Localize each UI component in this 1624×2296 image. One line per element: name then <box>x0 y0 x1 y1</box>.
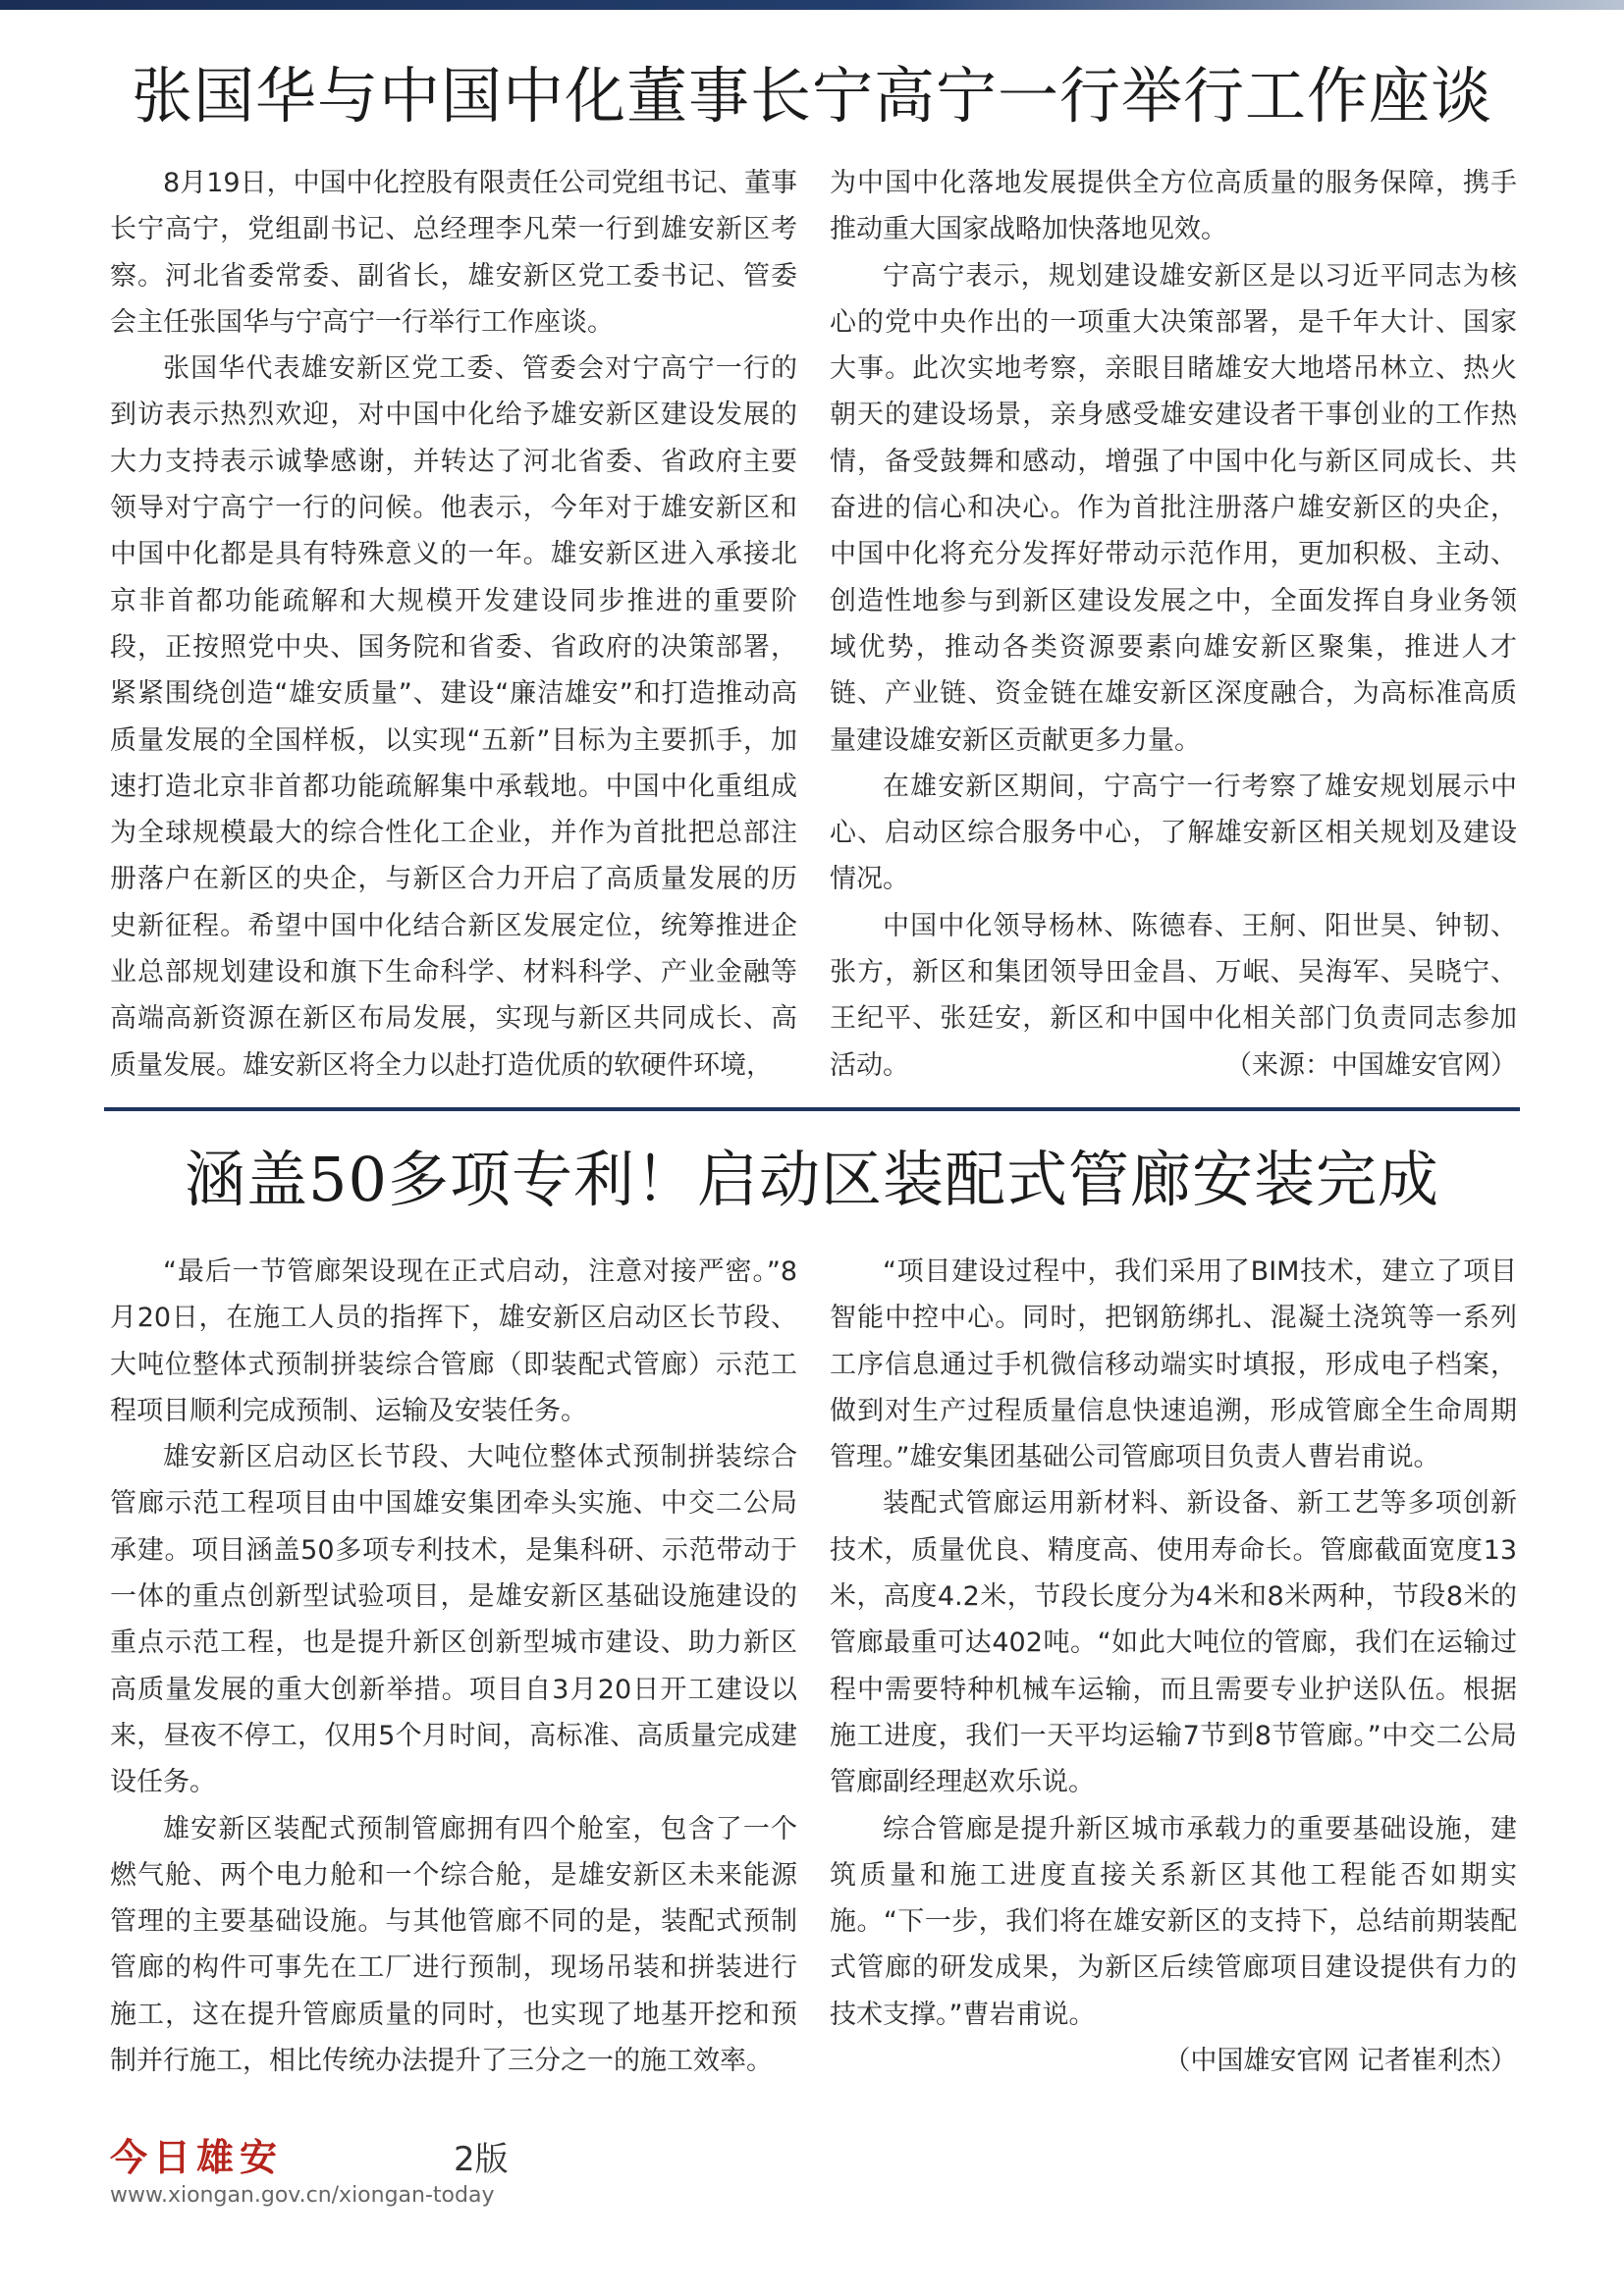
article-1-paragraph: 8月19日，中国中化控股有限责任公司党组书记、董事长宁高宁，党组副书记、总经理李凡荣一行到雄安新区考察。河北省委常委、副省长，雄安新区党工委书记、管委会主任张国华与宁高宁一行举行工作座谈。 <box>110 168 797 338</box>
newspaper-brand-logo: 今日雄安 <box>110 2135 284 2179</box>
article-2-source: （中国雄安官网 记者崔利杰） <box>1164 2046 1517 2077</box>
article-2-right-column <box>830 1249 1517 2084</box>
article-1-source: （来源：中国雄安官网） <box>1225 1049 1517 1081</box>
article-1-right-column <box>830 160 1517 1089</box>
article-2-paragraph: 雄安新区装配式预制管廊拥有四个舱室，包含了一个燃气舱、两个电力舱和一个综合舱，是雄安新区未来能源管理的主要基础设施。与其他管廊不同的是，装配式预制管廊的构件可事先在工厂进行预制，现场吊装和拼装进行施工，这在提升管廊质量的同时，也实现了地基开挖和预制并行施工，相比传统办法提升了三分之一的施工效率。 <box>110 1813 797 2077</box>
article-1-left-column <box>110 160 797 1089</box>
article-2-paragraph: 综合管廊是提升新区城市承载力的重要基础设施，建筑质量和施工进度直接关系新区其他工程能否如期实施。“下一步，我们将在雄安新区的支持下，总结前期装配式管廊的研发成果，为新区后续管廊项目建设提供有力的技术支撑。”曹岩甫说。 <box>830 1813 1517 2030</box>
article-2-headline: 涵盖50多项专利！启动区装配式管廊安装完成 <box>185 1144 1439 1215</box>
page-number: 2版 <box>454 2140 509 2179</box>
article-2-paragraph: 装配式管廊运用新材料、新设备、新工艺等多项创新技术，质量优良、精度高、使用寿命长。管廊截面宽度13米，高度4.2米，节段长度分为4米和8米两种，节段8米的管廊最重可达402吨。“如此大吨位的管廊，我们在运输过程中需要特种机械车运输，而且需要专业护送队伍。根据施工进度，我们一天平均运输7节到8节管廊。”中交二公局管廊副经理赵欢乐说。 <box>830 1488 1517 1798</box>
article-1-headline: 张国华与中国中化董事长宁高宁一行举行工作座谈 <box>131 60 1492 132</box>
article-1-participants: 中国中化领导杨林、陈德春、王舸、阳世昊、钟韧、张方，新区和集团领导田金昌、万岷、吴海军、吴晓宁、王纪平、张廷安，新区和中国中化相关部门负责同志参加活动。 <box>830 910 1517 1081</box>
top-accent-bar <box>0 0 1624 10</box>
article-1-paragraph: 张国华代表雄安新区党工委、管委会对宁高宁一行的到访表示热烈欢迎，对中国中化给予雄安新区建设发展的大力支持表示诚挚感谢，并转达了河北省委、省政府主要领导对宁高宁一行的问候。他表示，今年对于雄安新区和中国中化都是具有特殊意义的一年。雄安新区进入承接北京非首都功能疏解和大规模开发建设同步推进的重要阶段，正按照党中央、国务院和省委、省政府的决策部署，紧紧围绕创造“雄安质量”、建设“廉洁雄安”和打造推动高质量发展的全国样板，以实现“五新”目标为主要抓手，加速打造北京非首都功能疏解集中承载地。中国中化重组成为全球规模最大的综合性化工企业，并作为首批把总部注册落户在新区的央企，与新区合力开启了高质量发展的历史新征程。希望中国中化结合新区发展定位，统筹推进企业总部规划建设和旗下生命科学、材料科学、产业金融等高端高新资源在新区布局发展，实现与新区共同成长、高质量发展。雄安新区将全力以赴打造优质的软硬件环境， <box>110 353 797 1081</box>
article-2-paragraph: “最后一节管廊架设现在正式启动，注意对接严密。”8月20日，在施工人员的指挥下，雄安新区启动区长节段、大吨位整体式预制拼装综合管廊（即装配式管廊）示范工程项目顺利完成预制、运输及安装任务。 <box>110 1256 797 1426</box>
article-2-paragraph: “项目建设过程中，我们采用了BIM技术，建立了项目智能中控中心。同时，把钢筋绑扎、混凝土浇筑等一系列工序信息通过手机微信移动端实时填报，形成电子档案，做到对生产过程质量信息快速追溯，形成管廊全生命周期管理。”雄安集团基础公司管廊项目负责人曹岩甫说。 <box>830 1256 1517 1473</box>
section-divider <box>104 1107 1520 1111</box>
article-1-paragraph <box>830 903 1517 1089</box>
article-2-left-column <box>110 1249 797 2084</box>
footer-url: www.xiongan.gov.cn/xiongan-today <box>110 2183 495 2208</box>
article-2-paragraph: 雄安新区启动区长节段、大吨位整体式预制拼装综合管廊示范工程项目由中国雄安集团牵头实施、中交二公局承建。项目涵盖50多项专利技术，是集科研、示范带动于一体的重点创新型试验项目，是雄安新区基础设施建设的重点示范工程，也是提升新区创新型城市建设、助力新区高质量发展的重大创新举措。项目自3月20日开工建设以来，昼夜不停工，仅用5个月时间，高标准、高质量完成建设任务。 <box>110 1442 797 1798</box>
article-1-paragraph: 在雄安新区期间，宁高宁一行考察了雄安规划展示中心、启动区综合服务中心，了解雄安新区相关规划及建设情况。 <box>830 771 1517 895</box>
article-1-continuation: 为中国中化落地发展提供全方位高质量的服务保障，携手推动重大国家战略加快落地见效。 <box>830 168 1517 245</box>
article-1-paragraph: 宁高宁表示，规划建设雄安新区是以习近平同志为核心的党中央作出的一项重大决策部署，是千年大计、国家大事。此次实地考察，亲眼目睹雄安大地塔吊林立、热火朝天的建设场景，亲身感受雄安建设者干事创业的工作热情，备受鼓舞和感动，增强了中国中化与新区同成长、共奋进的信心和决心。作为首批注册落户雄安新区的央企，中国中化将充分发挥好带动示范作用，更加积极、主动、创造性地参与到新区建设发展之中，全面发挥自身业务领域优势，推动各类资源要素向雄安新区聚集，推进人才链、产业链、资金链在雄安新区深度融合，为高标准高质量建设雄安新区贡献更多力量。 <box>830 260 1517 756</box>
